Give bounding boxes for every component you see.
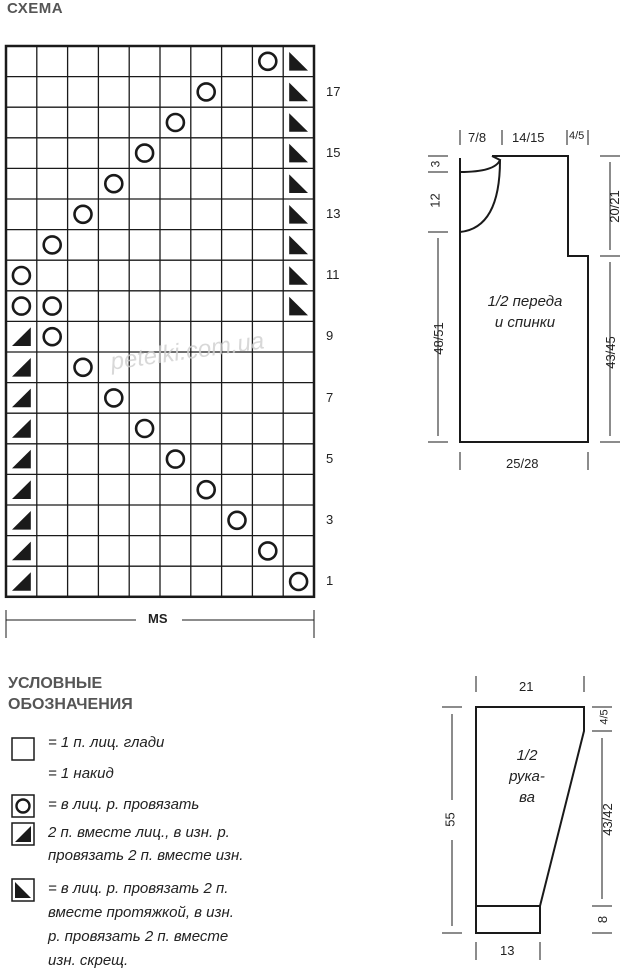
row-number: 5 [326, 450, 334, 466]
dim-shoulder-width: 14/15 [512, 130, 545, 145]
dim-sleeve-bottom-width: 13 [500, 943, 515, 958]
dim-sleeve-top-width: 21 [519, 679, 534, 694]
yarn-over-symbol [229, 512, 246, 529]
yarn-over-symbol [198, 83, 215, 100]
row-number: 13 [326, 206, 341, 221]
yarn-over-symbol [44, 298, 61, 315]
garment-patterns [460, 156, 588, 933]
ssk-symbol [289, 297, 308, 316]
body-pattern-label: 1/2 переда и спинки [487, 293, 563, 331]
legend-item-ssk-line2: вместе протяжкой, в изн. [48, 904, 234, 921]
ssk-symbol [289, 236, 308, 255]
yarn-over-symbol [105, 175, 122, 192]
legend-item-k2tog-line2: провязать 2 п. вместе изн. [48, 847, 244, 864]
dim-sleeve-top-slope: 4/5 [598, 709, 611, 725]
legend-title-line1: УСЛОВНЫЕ [8, 675, 103, 692]
k2tog-symbol [12, 542, 31, 561]
dim-neck-height: 12 [427, 193, 443, 208]
yarn-over-symbol [259, 53, 276, 70]
yarn-over-symbol [75, 206, 92, 223]
dim-shoulder-slope: 4/5 [569, 130, 585, 142]
dim-neck-width: 7/8 [468, 130, 487, 145]
yarn-over-symbol [44, 328, 61, 345]
ssk-symbol [289, 52, 308, 71]
dim-sleeve-length: 55 [442, 812, 458, 827]
dim-neck-depth: 3 [428, 160, 443, 168]
yarn-over-symbol [290, 573, 307, 590]
yarn-over-symbol [259, 542, 276, 559]
row-number: 9 [326, 328, 334, 344]
legend-circle-icon [17, 800, 30, 813]
ms-label: MS [142, 611, 174, 626]
legend-item-ssk-line3: р. провязать 2 п. вместе [48, 928, 229, 945]
k2tog-symbol [12, 480, 31, 499]
k2tog-symbol [12, 511, 31, 530]
sleeve-cuff [476, 906, 540, 933]
legend-item-ssk-line1: = в лиц. р. провязать 2 п. [48, 880, 229, 897]
sleeve-pattern-label: 1/2 рука- ва [509, 747, 545, 806]
legend-item-k2tog-line1: 2 п. вместе лиц., в изн. р. [48, 824, 230, 841]
row-number: 7 [326, 389, 334, 405]
dim-side-length-right: 43/45 [602, 336, 618, 369]
k2tog-symbol [12, 450, 31, 469]
legend-title-line2: ОБОЗНАЧЕНИЯ [8, 696, 133, 713]
dim-sleeve-taper: 43/42 [599, 803, 615, 836]
yarn-over-symbol [167, 114, 184, 131]
k2tog-symbol [12, 572, 31, 591]
legend-empty-square-icon [12, 738, 34, 760]
yarn-over-symbol [105, 389, 122, 406]
dim-bottom-width: 25/28 [506, 456, 539, 471]
dim-sleeve-cuff: 8 [595, 915, 611, 924]
legend-symbols [12, 738, 34, 901]
legend-item-knit: = 1 п. лиц. глади [48, 734, 165, 751]
stitch-chart-grid [6, 46, 314, 597]
k2tog-symbol [12, 389, 31, 408]
legend-item-yarn-over-label: = 1 накид [48, 765, 114, 782]
ssk-symbol [289, 174, 308, 193]
body-neckline-back [460, 156, 500, 172]
k2tog-symbol [12, 419, 31, 438]
row-number: 17 [326, 83, 341, 99]
row-number: 15 [326, 144, 341, 160]
legend-item-ssk-line4: изн. скрещ. [48, 952, 129, 969]
yarn-over-symbol [44, 236, 61, 253]
ssk-symbol [289, 205, 308, 224]
row-number: 3 [326, 512, 334, 527]
yarn-over-symbol [136, 145, 153, 162]
k2tog-symbol [12, 358, 31, 377]
k2tog-symbol [12, 327, 31, 346]
yarn-over-symbol [13, 267, 30, 284]
ssk-symbol [289, 266, 308, 285]
ssk-symbol [289, 113, 308, 132]
watermark-text: petelki.com.ua [108, 327, 266, 376]
legend-title [8, 673, 133, 715]
yarn-over-symbol [13, 298, 30, 315]
yarn-over-symbol [198, 481, 215, 498]
ssk-symbol [289, 83, 308, 102]
row-number: 1 [326, 573, 334, 589]
yarn-over-symbol [75, 359, 92, 376]
yarn-over-symbol [167, 451, 184, 468]
dim-armhole-height: 20/21 [606, 190, 622, 223]
dim-side-length-left: 48/51 [430, 322, 446, 355]
page-title: СХЕМА [7, 0, 64, 17]
yarn-over-symbol [136, 420, 153, 437]
ssk-symbol [289, 144, 308, 163]
row-number: 11 [326, 267, 340, 283]
legend-item-yarn-over: = в лиц. р. провязать [48, 796, 200, 813]
